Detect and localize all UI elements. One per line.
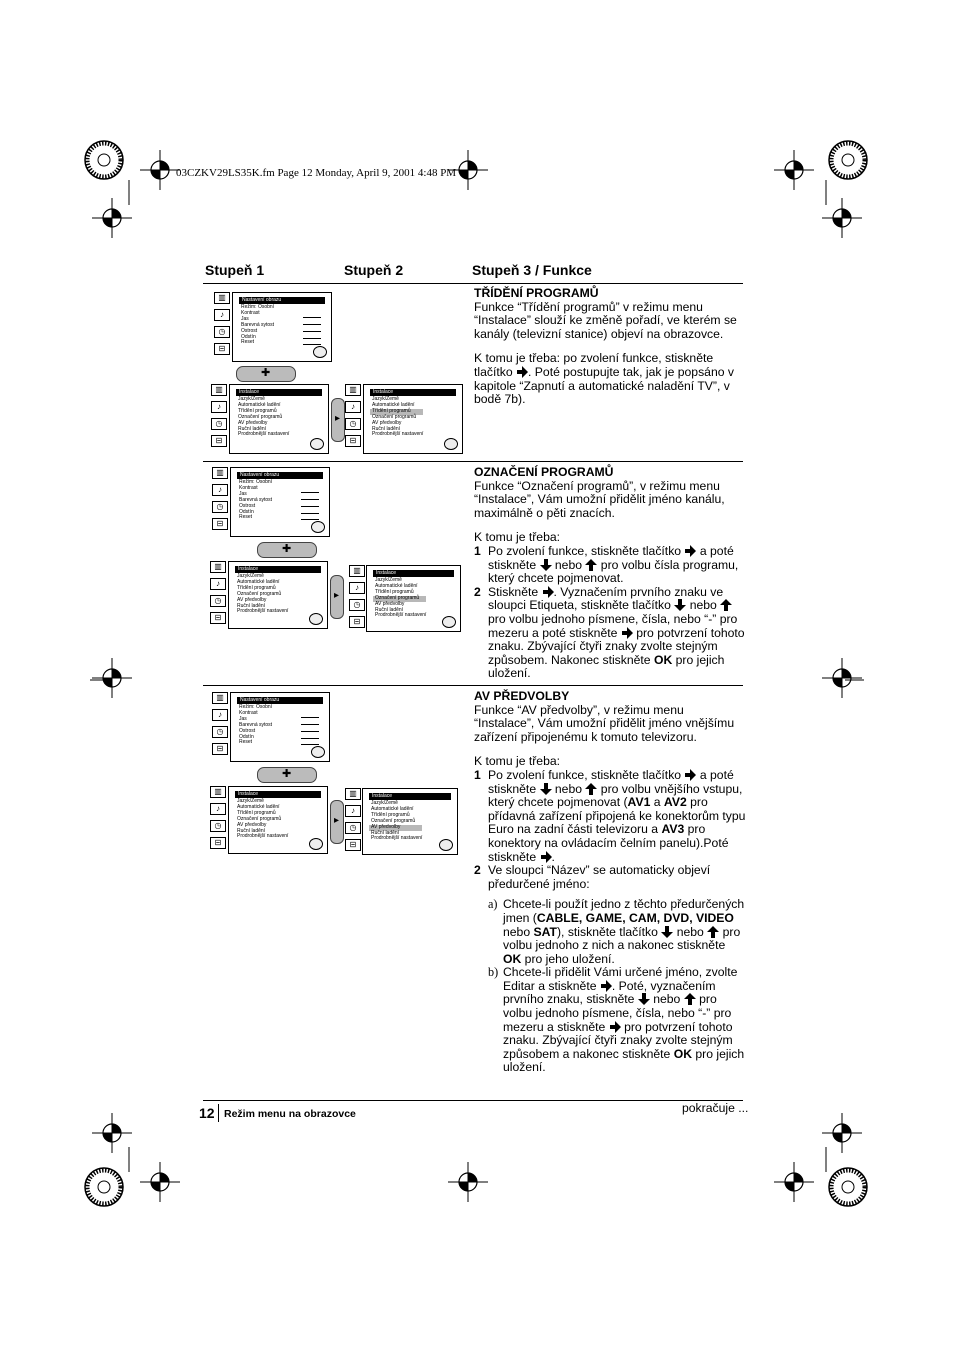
crosshair-icon bbox=[448, 1162, 488, 1202]
menu-item: Automatické ladění bbox=[371, 805, 414, 812]
menu-item: Označení programů bbox=[238, 413, 283, 420]
menu-item: Prodrobnější nastavení bbox=[375, 612, 427, 619]
star-target-icon bbox=[829, 141, 867, 179]
menu-item: Jas bbox=[239, 715, 247, 722]
menu-icons bbox=[212, 467, 228, 535]
arrow-up-icon bbox=[585, 783, 597, 795]
timer-icon: ◷ bbox=[211, 418, 227, 430]
ok-button-icon bbox=[309, 838, 323, 850]
sound-icon: ♪ bbox=[214, 309, 230, 321]
picture-icon: ▥ bbox=[345, 788, 361, 800]
menu-title: Nastavení obrazu bbox=[237, 697, 323, 704]
remote-control-icon bbox=[257, 767, 317, 783]
menu-item: Označení programů bbox=[371, 817, 416, 824]
ok-button-icon bbox=[310, 438, 324, 450]
step-1: 1 Po zvolení funkce, stiskněte tlačítko a poté stiskněte nebo pro volbu čísla programu, který chcete pojmenovat. bbox=[474, 543, 739, 586]
star-target-icon bbox=[829, 1168, 867, 1206]
timer-icon: ◷ bbox=[349, 599, 365, 611]
menu-icons bbox=[210, 561, 226, 629]
file-info: 03CZKV29LS35K.fm Page 12 Monday, April 9, 2001 4:48 PM bbox=[176, 167, 457, 179]
menu-item: Třídění programů bbox=[237, 809, 276, 816]
footer-separator bbox=[218, 1104, 219, 1122]
crosshair-icon bbox=[92, 198, 132, 238]
menu-item: Jas bbox=[241, 315, 249, 322]
divider bbox=[203, 461, 743, 462]
joystick-icon bbox=[330, 575, 344, 619]
remote-control-icon bbox=[236, 366, 296, 382]
arrow-right-icon bbox=[609, 1021, 621, 1033]
menu-item: Ostrost bbox=[241, 327, 258, 334]
menu-item: Ruční ladění bbox=[375, 606, 404, 613]
section-intro: Funkce “Označení programů”, v režimu menu “Instalace”, Vám umožní přidělit jméno kanálu, maximálně o pěti znacích. bbox=[474, 478, 725, 520]
lead: K tomu je třeba: bbox=[474, 754, 561, 769]
crosshair-icon bbox=[822, 1113, 862, 1153]
sound-icon: ♪ bbox=[212, 709, 228, 721]
instruction: K tomu je třeba: po zvolení funkce, stiskněte tlačítko . Poté postupujte tak, jak je popsáno v kapitole “Zapnutí a automatické naladění TV”, v bodě 7b). bbox=[474, 351, 734, 407]
setup-icon: ⊟ bbox=[211, 435, 227, 447]
menu-icons bbox=[345, 384, 361, 452]
menu-item: Automatické ladění bbox=[375, 582, 418, 589]
sound-icon: ♪ bbox=[345, 401, 361, 413]
picture-icon: ▥ bbox=[212, 467, 228, 479]
picture-icon: ▥ bbox=[212, 692, 228, 704]
menu-item: Barevná sytost bbox=[241, 321, 275, 328]
menu-item: Režim: Osobní bbox=[241, 304, 275, 310]
menu-item: Odstín bbox=[241, 333, 256, 340]
menu-item: Ostrost bbox=[239, 727, 256, 734]
arrow-right-icon bbox=[516, 366, 528, 378]
menu-item: AV předvolby bbox=[237, 596, 267, 603]
menu-item: Jazyk/Země bbox=[375, 577, 402, 583]
menu-item: Reset bbox=[239, 514, 253, 521]
menu-item-selected: Třídění programů bbox=[370, 409, 423, 415]
ok-button-icon bbox=[313, 346, 327, 358]
section-program-sorting bbox=[474, 287, 746, 407]
menu-item: Prodrobnější nastavení bbox=[237, 833, 289, 840]
arrow-up-icon bbox=[585, 559, 597, 571]
menu-item: Jas bbox=[239, 490, 247, 497]
menu-item: Jazyk/Země bbox=[237, 798, 264, 804]
crosshair-icon bbox=[822, 198, 862, 238]
menu-item: Třídění programů bbox=[238, 407, 277, 414]
arrow-up-icon bbox=[707, 926, 719, 938]
divider bbox=[203, 1100, 743, 1101]
arrow-right-icon bbox=[621, 627, 633, 639]
section-program-labels bbox=[474, 466, 746, 681]
section-title: OZNAČENÍ PROGRAMŮ bbox=[474, 465, 614, 479]
menu-item: Automatické ladění bbox=[237, 578, 280, 585]
step2-heading: Stupeň 2 bbox=[344, 262, 404, 278]
menu-item: Automatické ladění bbox=[237, 803, 280, 810]
setup-icon: ⊟ bbox=[212, 743, 228, 755]
menu-item: Automatické ladění bbox=[238, 401, 281, 408]
step-2: 2 Stiskněte . Vyznačením prvního znaku ve sloupci Etiqueta, stiskněte tlačítko nebo pro volbu jednoho písmene, čísla, nebo “-” pro mezeru a poté stiskněte pro potvrzení tohoto znaku. Zbývající čtyři znaky zvolte stejným způsobem. Nakonec stiskněte OK pro jejich uložení. bbox=[474, 584, 745, 681]
timer-icon: ◷ bbox=[210, 820, 226, 832]
arrow-down-icon bbox=[638, 993, 650, 1005]
menu-title: Instalace bbox=[369, 793, 451, 800]
crosshair-icon bbox=[140, 150, 180, 190]
joystick-icon bbox=[331, 398, 345, 442]
step3-heading: Stupeň 3 / Funkce bbox=[472, 262, 592, 278]
arrow-down-icon bbox=[674, 599, 686, 611]
setup-icon: ⊟ bbox=[212, 518, 228, 530]
arrow-down-icon bbox=[540, 783, 552, 795]
arrow-up-icon bbox=[720, 599, 732, 611]
ok-button-icon bbox=[442, 616, 456, 628]
menu-item: Ruční ladění bbox=[371, 829, 400, 836]
picture-icon: ▥ bbox=[210, 786, 226, 798]
ok-button-icon bbox=[311, 746, 325, 758]
timer-icon: ◷ bbox=[214, 326, 230, 338]
picture-menu-screen bbox=[230, 467, 330, 537]
picture-icon: ▥ bbox=[345, 384, 361, 396]
menu-title: Instalace bbox=[235, 566, 321, 573]
arrow-up-icon bbox=[684, 993, 696, 1005]
setup-icon: ⊟ bbox=[345, 435, 361, 447]
menu-title: Instalace bbox=[235, 791, 321, 798]
divider bbox=[203, 283, 743, 284]
install-menu-screen-selected bbox=[362, 788, 458, 855]
menu-item: Jazyk/Země bbox=[238, 396, 265, 402]
divider bbox=[203, 685, 743, 686]
menu-icons bbox=[211, 384, 227, 452]
menu-icons bbox=[349, 565, 365, 633]
menu-item: Barevná sytost bbox=[239, 721, 273, 728]
menu-icons bbox=[210, 786, 226, 854]
menu-item: Prodrobnější nastavení bbox=[237, 608, 289, 615]
step-1: 1 Po zvolení funkce, stiskněte tlačítko a poté stiskněte nebo pro volbu vnějšího vstupu, který chcete pojmenovat (AV1 a AV2 pro přídavná zařízení připojená ke konektorům typu Euro na zadní části televizoru a AV3 pro konektory na ovládacím čelním panelu).Poté stiskněte . bbox=[474, 767, 746, 864]
menu-item: Třídění programů bbox=[371, 811, 410, 818]
crosshair-icon bbox=[822, 658, 862, 698]
ok-button-icon bbox=[309, 613, 323, 625]
menu-item: Třídění programů bbox=[375, 588, 414, 595]
menu-item: Ruční ladění bbox=[237, 827, 266, 834]
page-number: 12 bbox=[199, 1105, 215, 1121]
sound-icon: ♪ bbox=[210, 578, 226, 590]
menu-icons bbox=[345, 788, 361, 856]
menu-item: Reset bbox=[239, 739, 253, 746]
menu-item: Kontrast bbox=[239, 484, 258, 491]
menu-item: AV předvolby bbox=[237, 821, 267, 828]
menu-item: Odstín bbox=[239, 733, 254, 740]
menu-item: Ruční ladění bbox=[372, 425, 401, 432]
menu-item: Kontrast bbox=[241, 309, 260, 316]
setup-icon: ⊟ bbox=[210, 837, 226, 849]
continued-label: pokračuje ... bbox=[682, 1101, 749, 1115]
menu-icons bbox=[212, 692, 228, 760]
arrow-right-icon bbox=[540, 851, 552, 863]
section-av-presets bbox=[474, 690, 746, 1075]
step1-heading: Stupeň 1 bbox=[205, 262, 265, 278]
lead: K tomu je třeba: bbox=[474, 530, 561, 545]
setup-icon: ⊟ bbox=[345, 839, 361, 851]
sound-icon: ♪ bbox=[212, 484, 228, 496]
setup-icon: ⊟ bbox=[210, 612, 226, 624]
menu-item: Ruční ladění bbox=[238, 425, 267, 432]
arrow-down-icon bbox=[661, 926, 673, 938]
menu-item: Jazyk/Země bbox=[372, 396, 399, 402]
joystick-icon bbox=[330, 800, 344, 844]
menu-item: Automatické ladění bbox=[372, 401, 415, 408]
substep-a: a) Chcete-li použít jedno z těchto předurčených jmen (CABLE, GAME, CAM, DVD, VIDEO nebo SAT), stiskněte tlačítko nebo pro volbu jednoho z nich a nakonec stiskněte OK pro jeho uložení. bbox=[488, 897, 745, 966]
menu-icons bbox=[214, 292, 230, 360]
ok-button-icon bbox=[444, 438, 458, 450]
timer-icon: ◷ bbox=[210, 595, 226, 607]
crosshair-icon bbox=[92, 1113, 132, 1153]
setup-icon: ⊟ bbox=[214, 343, 230, 355]
crosshair-icon bbox=[140, 1162, 180, 1202]
install-menu-screen bbox=[228, 561, 328, 629]
timer-icon: ◷ bbox=[212, 726, 228, 738]
install-menu-screen bbox=[228, 786, 328, 854]
picture-menu-screen bbox=[232, 292, 332, 362]
menu-title: Instalace bbox=[373, 570, 454, 577]
menu-title: Nastavení obrazu bbox=[239, 297, 325, 304]
menu-item-selected: AV předvolby bbox=[369, 825, 422, 831]
menu-item: Třídění programů bbox=[237, 584, 276, 591]
menu-title: Instalace bbox=[370, 389, 456, 396]
install-menu-screen bbox=[229, 384, 329, 454]
menu-item-selected: Označení programů bbox=[373, 596, 426, 602]
menu-item: AV předvolby bbox=[238, 419, 268, 426]
menu-title: Instalace bbox=[236, 389, 322, 396]
crosshair-icon bbox=[774, 1162, 814, 1202]
menu-item: Reset bbox=[241, 339, 255, 346]
menu-item: Režim: Osobní bbox=[239, 704, 273, 710]
install-menu-screen-selected bbox=[366, 565, 461, 632]
setup-icon: ⊟ bbox=[349, 616, 365, 628]
menu-title: Nastavení obrazu bbox=[237, 472, 323, 479]
menu-item: Označení programů bbox=[372, 413, 417, 420]
section-title: AV PŘEDVOLBY bbox=[474, 689, 570, 703]
sound-icon: ♪ bbox=[349, 582, 365, 594]
menu-item: Prodrobnější nastavení bbox=[372, 431, 424, 438]
timer-icon: ◷ bbox=[212, 501, 228, 513]
arrow-right-icon bbox=[684, 545, 696, 557]
menu-item: Prodrobnější nastavení bbox=[238, 431, 290, 438]
picture-icon: ▥ bbox=[210, 561, 226, 573]
menu-item: Jazyk/Země bbox=[237, 573, 264, 579]
section-title: TŘÍDĚNÍ PROGRAMŮ bbox=[474, 286, 599, 300]
menu-item: Ruční ladění bbox=[237, 602, 266, 609]
footer-section-name: Režim menu na obrazovce bbox=[224, 1108, 356, 1120]
menu-item: Kontrast bbox=[239, 709, 258, 716]
menu-item: Prodrobnější nastavení bbox=[371, 835, 423, 842]
picture-icon: ▥ bbox=[349, 565, 365, 577]
picture-icon: ▥ bbox=[211, 384, 227, 396]
arrow-right-icon bbox=[684, 769, 696, 781]
arrow-right-icon bbox=[600, 980, 612, 992]
crosshair-icon bbox=[774, 150, 814, 190]
menu-item: Režim: Osobní bbox=[239, 479, 273, 485]
menu-item: AV předvolby bbox=[375, 600, 405, 607]
menu-item: Ostrost bbox=[239, 502, 256, 509]
substep-b: b) Chcete-li přidělit Vámi určené jméno, zvolte Editar a stiskněte . Poté, vyznačením prvního znaku, stiskněte nebo pro volbu jednoho písmene, čísla, nebo “-” pro mezeru a stiskněte pro potvrzení tohoto znaku. Zbývající čtyři znaky zvolte stejným způsobem a nakonec stiskněte OK pro jejich uložení. bbox=[488, 965, 745, 1075]
step-2: 2 Ve sloupci “Název” se automaticky objeví předurčené jméno: bbox=[474, 863, 711, 891]
picture-menu-screen bbox=[230, 692, 330, 762]
arrow-right-icon bbox=[542, 586, 554, 598]
menu-item: Označení programů bbox=[237, 590, 282, 597]
timer-icon: ◷ bbox=[345, 418, 361, 430]
section-intro: Funkce “Třídění programů” v režimu menu “Instalace” slouží ke změně pořadí, ve kterém se kanály (televizní stanice) objeví na obrazovce. bbox=[474, 299, 737, 341]
menu-item: AV předvolby bbox=[372, 419, 402, 426]
menu-item: Odstín bbox=[239, 508, 254, 515]
install-menu-screen-selected bbox=[363, 384, 463, 454]
sound-icon: ♪ bbox=[210, 803, 226, 815]
section-intro: Funkce “AV předvolby”, v režimu menu “Instalace”, Vám umožní přidělit jméno vnějšímu zařízení připojenému k tomuto televizoru. bbox=[474, 702, 735, 744]
picture-icon: ▥ bbox=[214, 292, 230, 304]
menu-item: Označení programů bbox=[237, 815, 282, 822]
sound-icon: ♪ bbox=[211, 401, 227, 413]
ok-button-icon bbox=[311, 521, 325, 533]
menu-item: Barevná sytost bbox=[239, 496, 273, 503]
star-target-icon bbox=[85, 141, 123, 179]
remote-control-icon bbox=[257, 542, 317, 558]
sound-icon: ♪ bbox=[345, 805, 361, 817]
ok-button-icon bbox=[439, 839, 453, 851]
star-target-icon bbox=[85, 1168, 123, 1206]
timer-icon: ◷ bbox=[345, 822, 361, 834]
menu-item: Jazyk/Země bbox=[371, 800, 398, 806]
arrow-down-icon bbox=[540, 559, 552, 571]
crosshair-icon bbox=[92, 658, 132, 698]
